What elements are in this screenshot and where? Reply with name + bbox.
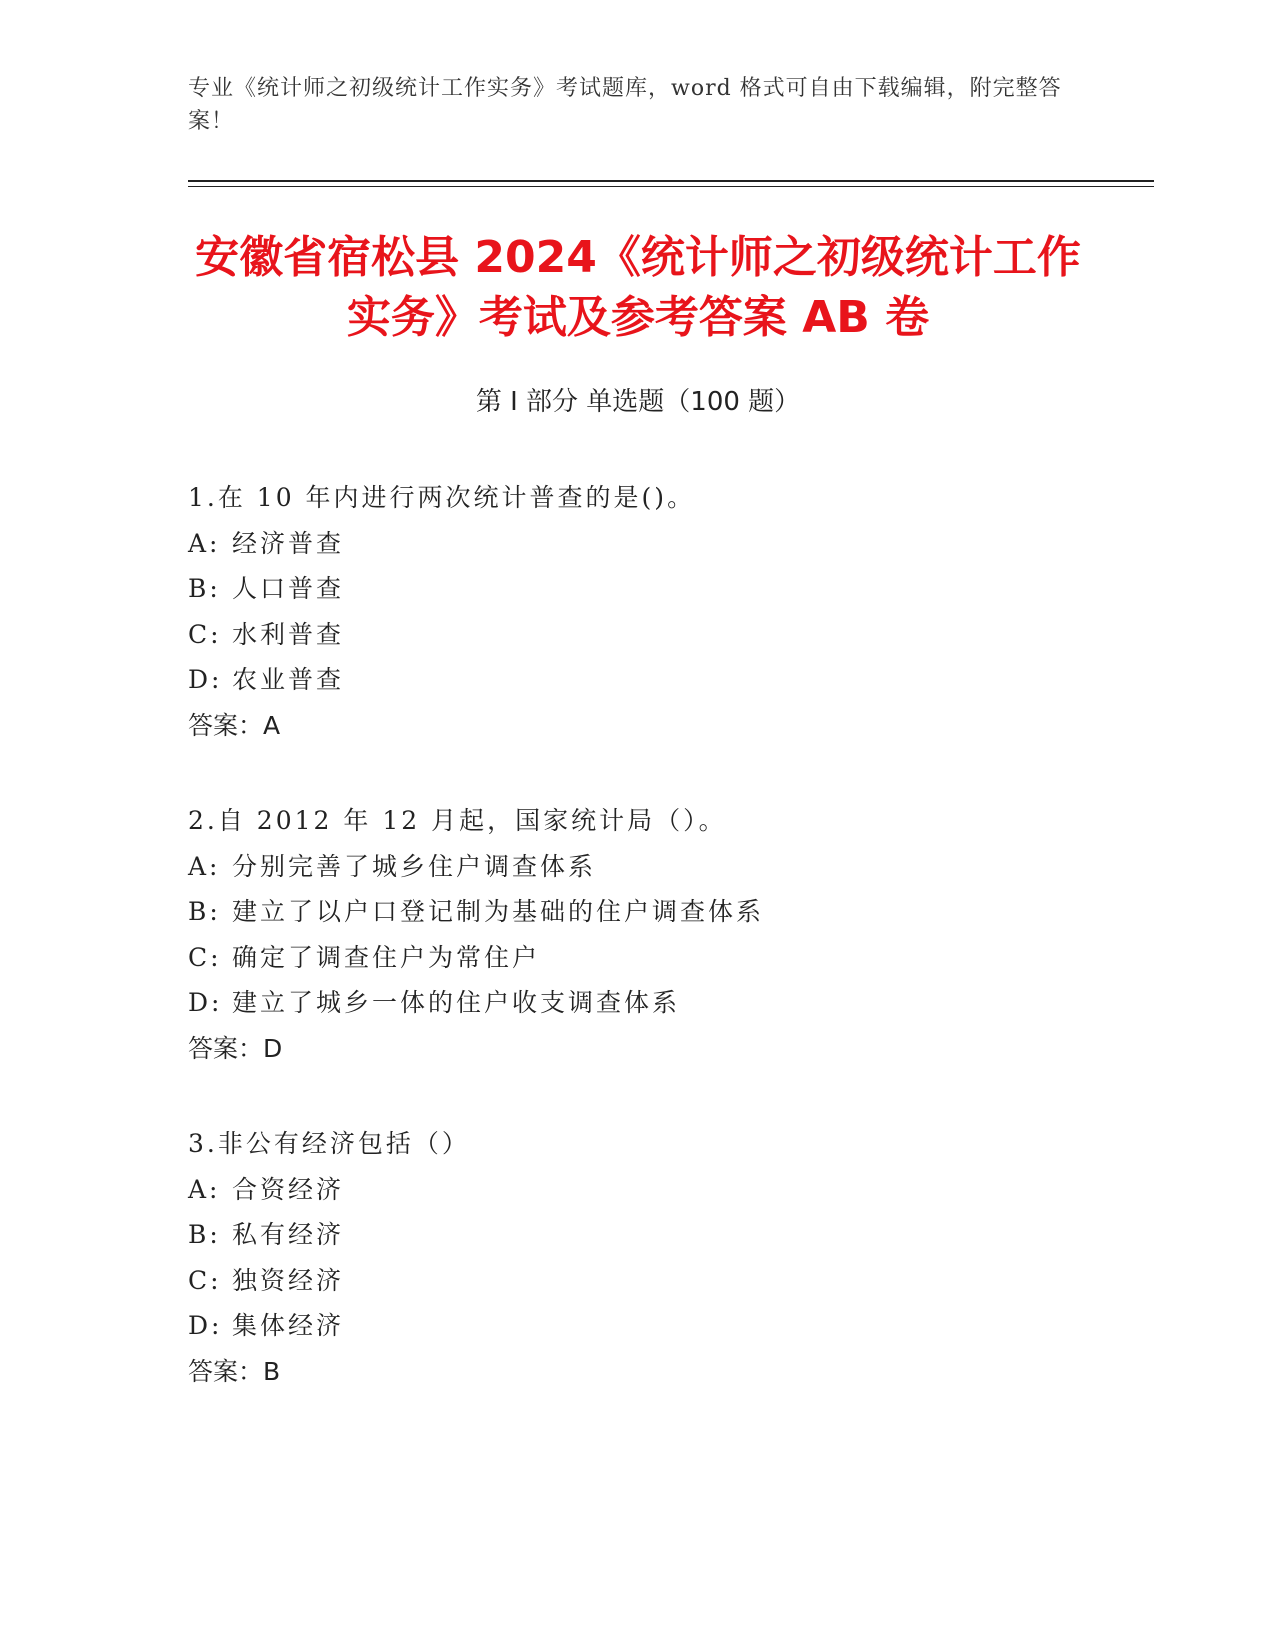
option-letter: B: [188,1220,221,1249]
option-text: 建立了城乡一体的住户收支调查体系 [232,988,681,1017]
option-letter: B: [188,897,221,926]
option-letter: D: [188,988,223,1017]
option-d [188,1303,1088,1349]
question-stem: 1.在 10 年内进行两次统计普查的是()。 [188,483,696,512]
option-text: 建立了以户口登记制为基础的住户调查体系 [232,897,765,926]
option-b [188,889,1088,935]
option-c [188,935,1088,981]
answer: 答案：D [188,1033,283,1063]
option-letter: D: [188,665,223,694]
question-3 [188,1121,1088,1394]
question-2 [188,798,1088,1071]
option-d [188,657,1088,703]
section-title: 第 I 部分 单选题（100 题） [475,387,801,417]
option-letter: B: [188,574,221,603]
option-c [188,1258,1088,1304]
option-letter: D: [188,1311,223,1340]
option-a [188,521,1088,567]
option-text: 经济普查 [232,528,345,558]
option-d [188,980,1088,1026]
option-letter: C: [188,942,222,972]
answer: 答案：A [188,710,281,740]
option-text: 确定了调查住户为常住户 [232,942,541,972]
question-1 [188,475,1088,748]
option-text: 分别完善了城乡住户调查体系 [232,851,597,881]
option-letter: A: [188,851,221,881]
answer: 答案：B [188,1356,281,1386]
question-stem: 3.非公有经济包括（） [188,1129,470,1158]
document-title: 安徽省宿松县 2024《统计师之初级统计工作实务》考试及参考答案 AB 卷 [195,232,1081,343]
option-text: 私有经济 [232,1220,345,1249]
option-text: 农业普查 [232,665,345,694]
header-divider-thin [188,186,1154,187]
option-text: 合资经济 [232,1174,345,1204]
question-list [188,475,1088,1444]
option-c [188,612,1088,658]
option-text: 人口普查 [232,574,345,603]
header-divider-thick [188,180,1154,182]
option-b [188,566,1088,612]
option-letter: C: [188,619,222,649]
option-text: 水利普查 [232,619,345,649]
header-note: 专业《统计师之初级统计工作实务》考试题库，word 格式可自由下载编辑，附完整答案！ [188,76,1062,134]
question-stem: 2.自 2012 年 12 月起，国家统计局（）。 [188,806,727,835]
option-letter: A: [188,528,221,558]
option-text: 集体经济 [232,1311,345,1340]
option-b [188,1212,1088,1258]
option-letter: C: [188,1265,222,1295]
option-a [188,844,1088,890]
option-text: 独资经济 [232,1265,345,1295]
option-a [188,1167,1088,1213]
option-letter: A: [188,1174,221,1204]
